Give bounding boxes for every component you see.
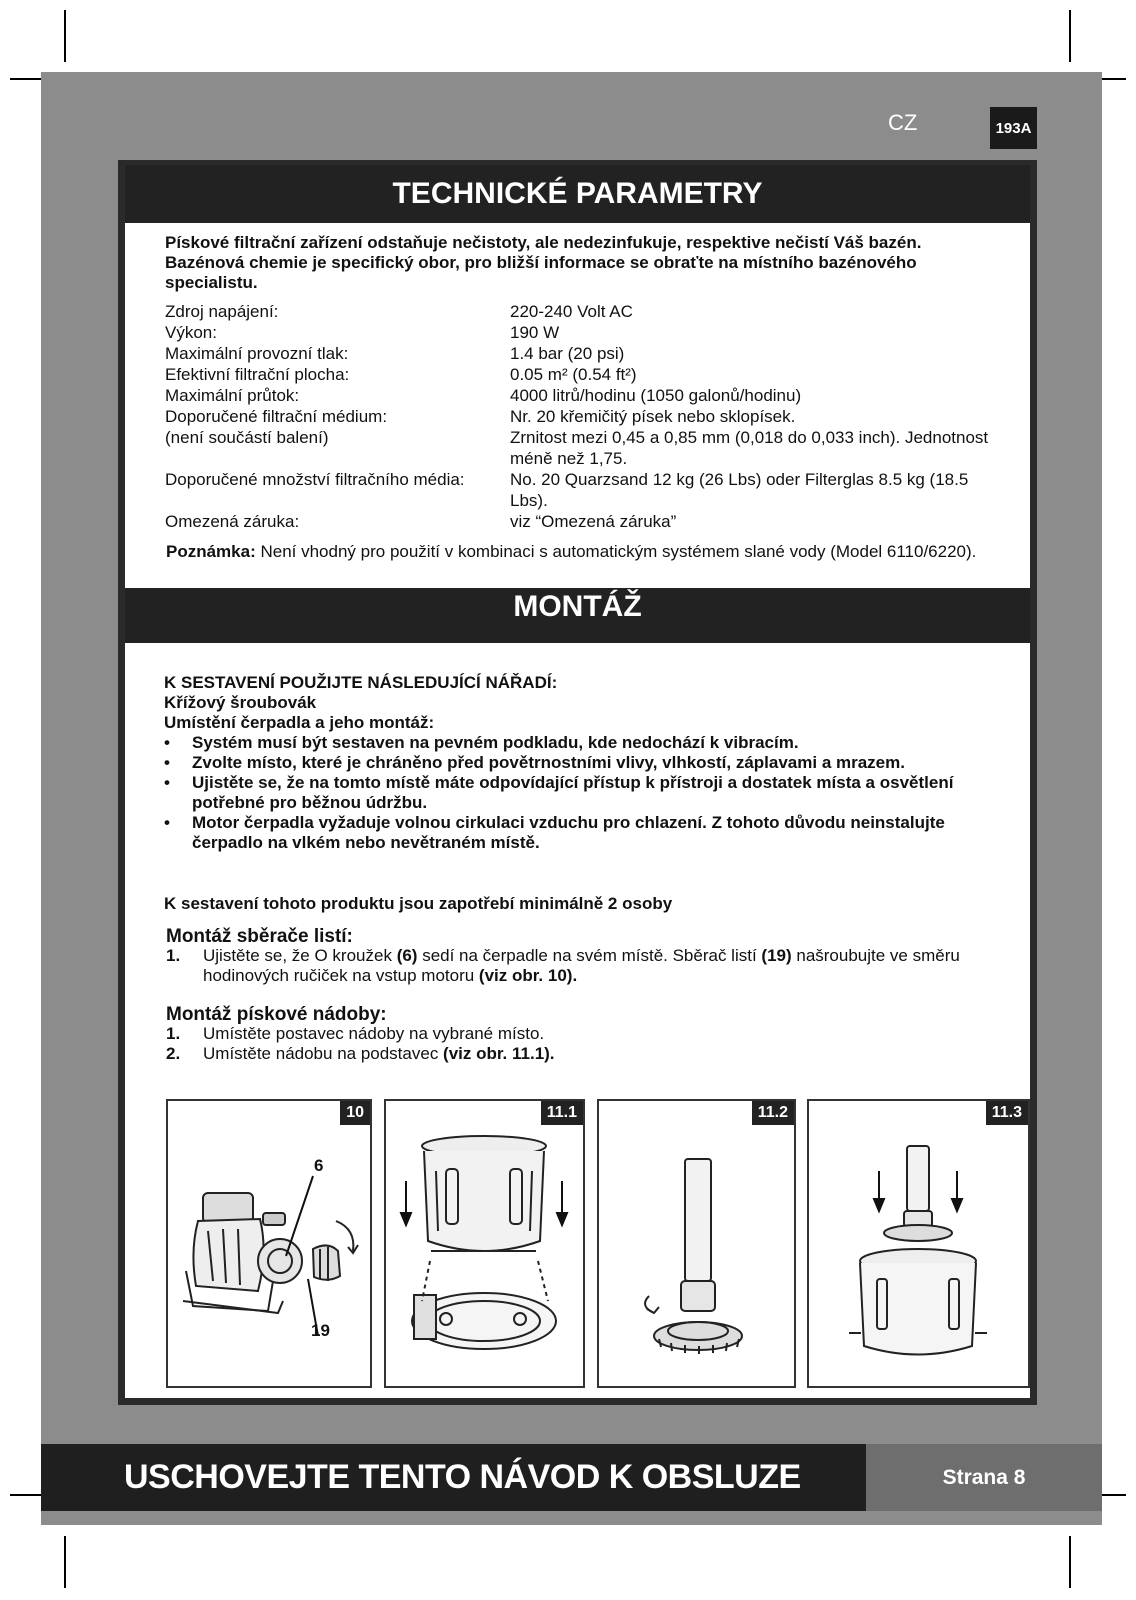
- assembly-title: MONTÁŽ: [125, 588, 1030, 643]
- placement-heading: Umístění čerpadla a jeho montáž:: [164, 713, 435, 732]
- spec-label: Maximální provozní tlak:: [165, 344, 349, 363]
- figure-number: 10: [340, 1101, 370, 1125]
- figure-11-2: [597, 1099, 796, 1388]
- spec-label: Omezená záruka:: [165, 512, 300, 531]
- tank-placement-illustration: [386, 1101, 583, 1386]
- tool-item: Křížový šroubovák: [164, 693, 317, 712]
- footer-title: USCHOVEJTE TENTO NÁVOD K OBSLUZE: [124, 1458, 801, 1496]
- spec-label: Doporučené filtrační médium:: [165, 407, 388, 426]
- spec-value: Nr. 20 křemičitý písek nebo sklopísek.: [510, 407, 796, 426]
- step-text-part: Ujistěte se, že O kroužek: [203, 946, 397, 965]
- spec-row: [165, 301, 990, 322]
- spec-row: [165, 322, 990, 343]
- spec-label: Doporučené množství filtračního média:: [165, 470, 465, 489]
- technical-note: [166, 540, 996, 563]
- step-ref: (6): [396, 946, 418, 965]
- figure-11-3: [807, 1099, 1030, 1388]
- spec-row: [165, 469, 990, 511]
- bullet-item: [164, 753, 984, 773]
- spec-row: [165, 511, 990, 532]
- spec-label: Výkon:: [165, 323, 217, 342]
- callout-label: 19: [311, 1321, 330, 1340]
- spec-value: Zrnitost mezi 0,45 a 0,85 mm (0,018 do 0,033 inch). Jednotnost méně než 1,75.: [510, 428, 989, 468]
- bullet-text: Motor čerpadla vyžaduje volnou cirkulaci vzduchu pro chlazení. Z tohoto důvodu neinstalujte čerpadlo na vlkém nebo nevětraném místě.: [192, 813, 945, 852]
- tools-heading: K SESTAVENÍ POUŽIJTE NÁSLEDUJÍCÍ NÁŘADÍ:: [164, 673, 558, 692]
- spec-label: (není součástí balení): [165, 428, 329, 447]
- crop-mark: [64, 1536, 66, 1588]
- two-persons-note: K sestavení tohoto produktu jsou zapotřebí minimálně 2 osoby: [164, 894, 673, 913]
- spec-label: Zdroj napájení:: [165, 302, 279, 321]
- spec-table: [165, 301, 990, 532]
- tank-heading: Montáž pískové nádoby:: [166, 1004, 387, 1025]
- step-ref: (viz obr. 11.1).: [443, 1044, 555, 1063]
- page-code-badge: 193A: [990, 107, 1037, 149]
- step-text-part: našroubujte ve směru hodinových ručiček na vstup motoru: [203, 946, 960, 985]
- step-text: Umístěte postavec nádoby na vybrané místo.: [203, 1024, 545, 1043]
- step-text: [203, 946, 996, 986]
- bullet-item: [164, 813, 984, 853]
- step-number: 1.: [166, 1024, 181, 1043]
- bullet-marker: •: [164, 773, 170, 792]
- step-text-part: Umístěte nádobu na podstavec: [203, 1044, 444, 1063]
- spec-value: 220-240 Volt AC: [510, 302, 633, 321]
- tank-step: [166, 1044, 996, 1064]
- technical-intro: Pískové filtrační zařízení odstaňuje nečistoty, ale nedezinfukuje, respektive nečistí Váš bazén. Bazénová chemie je specifický obor, pro bližší informace se obraťte na místního bazénového specialistu.: [165, 233, 922, 292]
- bullet-marker: •: [164, 813, 170, 832]
- step-ref: (19): [761, 946, 792, 965]
- spec-row: [165, 364, 990, 385]
- step-text-part: sedí na čerpadle na svém místě. Sběrač listí: [417, 946, 762, 965]
- pump-skimmer-illustration: [168, 1101, 370, 1386]
- spec-row: [165, 406, 990, 427]
- skimmer-step: [166, 946, 996, 986]
- bullet-marker: •: [164, 753, 170, 772]
- pipe-base-illustration: [599, 1101, 794, 1386]
- technical-title: TECHNICKÉ PARAMETRY: [125, 165, 1030, 223]
- note-text: Není vhodný pro použití v kombinaci s automatickým systémem slané vody (Model 6110/6220).: [255, 542, 977, 561]
- spec-row: [165, 385, 990, 406]
- spec-label: Efektivní filtrační plocha:: [165, 365, 350, 384]
- spec-value: 0.05 m² (0.54 ft²): [510, 365, 637, 384]
- bullet-item: [164, 733, 984, 753]
- step-ref: (viz obr. 10).: [478, 966, 578, 985]
- bullet-marker: •: [164, 733, 170, 752]
- bullet-text: Systém musí být sestaven na pevném podkladu, kde nedochází k vibracím.: [192, 733, 799, 752]
- bullet-text: Ujistěte se, že na tomto místě máte odpovídající přístup k přístroji a dostatek místa a osvětlení potřebné pro běžnou údržbu.: [192, 773, 954, 812]
- bullet-text: Zvolte místo, které je chráněno před povětrnostními vlivy, vlhkostí, záplavami a mrazem.: [192, 753, 905, 772]
- figure-number: 11.3: [986, 1101, 1028, 1125]
- page-number: Strana 8: [866, 1444, 1102, 1511]
- tank-step: [166, 1024, 996, 1044]
- skimmer-heading: Montáž sběrače listí:: [166, 926, 353, 947]
- spec-row: [165, 343, 990, 364]
- language-label: CZ: [888, 110, 918, 135]
- figure-11-1: [384, 1099, 585, 1388]
- step-number: 2.: [166, 1044, 181, 1063]
- spec-row: [165, 427, 990, 469]
- callout-label: 6: [314, 1156, 324, 1175]
- crop-mark: [1069, 1536, 1071, 1588]
- figure-number: 11.1: [541, 1101, 583, 1125]
- spec-value: 4000 litrů/hodinu (1050 galonů/hodinu): [510, 386, 802, 405]
- spec-value: viz “Omezená záruka”: [510, 512, 677, 531]
- assembly-requirements: [164, 673, 984, 853]
- step-text: [203, 1044, 555, 1064]
- step-number: 1.: [166, 946, 181, 965]
- spec-value: 190 W: [510, 323, 560, 342]
- spec-label: Maximální průtok:: [165, 386, 300, 405]
- spec-value: 1.4 bar (20 psi): [510, 344, 625, 363]
- crop-mark: [64, 10, 66, 62]
- figure-number: 11.2: [752, 1101, 794, 1125]
- spec-value: No. 20 Quarzsand 12 kg (26 Lbs) oder Filterglas 8.5 kg (18.5 Lbs).: [510, 470, 969, 510]
- bullet-item: [164, 773, 984, 813]
- crop-mark: [1069, 10, 1071, 62]
- note-label: Poznámka:: [166, 542, 256, 561]
- figure-10: [166, 1099, 372, 1388]
- pipe-into-tank-illustration: [809, 1101, 1028, 1386]
